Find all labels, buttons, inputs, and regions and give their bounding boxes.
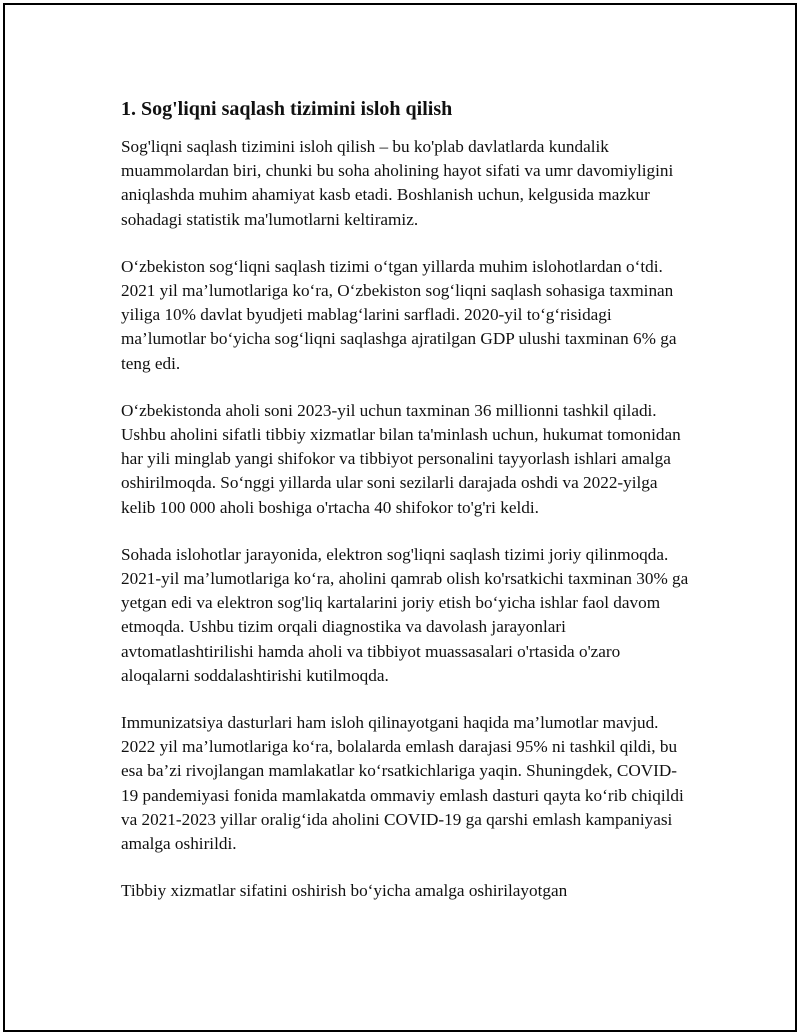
paragraph-immunization: Immunizatsiya dasturlari ham isloh qilinayotgani haqida ma’lumotlar mavjud. 2022 yil ma’lumotlariga ko‘ra, bolalarda emlash darajasi 95% ni tashkil qildi, bu esa ba’zi rivojlangan mamlakatlar ko‘rsatkichlariga yaqin. Shuningdek, COVID-19 pandemiyasi fonida mamlakatda ommaviy emlash dasturi qayta ko‘rib chiqildi va 2021-2023 yillar oralig‘ida aholini COVID-19 ga qarshi emlash kampaniyasi amalga oshirildi. bbox=[121, 713, 684, 854]
paragraph-population: O‘zbekistonda aholi soni 2023-yil uchun taxminan 36 millionni tashkil qiladi. Ushbu aholini sifatli tibbiy xizmatlar bilan ta'minlash uchun, hukumat tomonidan har yili minglab yangi shifokor va tibbiyot personalini tayyorlash ishlari amalga oshirilmoqda. So‘nggi yillarda ular soni sezilarli darajada oshdi va 2022-yilga kelib 100 000 aholi boshiga o'rtacha 40 shifokor to'g'ri keldi. bbox=[121, 400, 681, 517]
document-body bbox=[121, 95, 691, 926]
paragraph-intro: Sog'liqni saqlash tizimini isloh qilish – bu ko'plab davlatlarda kundalik muammolardan biri, chunki bu soha aholining hayot sifati va umr davomiyligini aniqlashda muhim ahamiyat kasb etadi. Boshlanish uchun, kelgusida mazkur sohadagi statistik ma'lumotlarni keltiramiz. bbox=[121, 137, 674, 229]
page-frame bbox=[3, 3, 797, 1032]
paragraph-budget: O‘zbekiston sog‘liqni saqlash tizimi o‘tgan yillarda muhim islohotlardan o‘tdi. 2021 yil ma’lumotlariga ko‘ra, O‘zbekiston sog‘liqni saqlash sohasiga taxminan yiliga 10% davlat byudjeti mablag‘larini sarfladi. 2020-yil to‘g‘risidagi ma’lumotlar bo‘yicha sog‘liqni saqlashga ajratilgan GDP ulushi taxminan 6% ga teng edi. bbox=[121, 256, 677, 373]
section-heading: 1. Sog'liqni saqlash tizimini isloh qilish bbox=[121, 98, 453, 120]
paragraph-e-health: Sohada islohotlar jarayonida, elektron sog'liqni saqlash tizimi joriy qilinmoqda. 2021-yil ma’lumotlariga ko‘ra, aholini qamrab olish ko'rsatkichi taxminan 30% ga yetgan edi va elektron sog'liq kartalarini joriy etish bo‘yicha ishlar faol davom etmoqda. Ushbu tizim orqali diagnostika va davolash jarayonlari avtomatlashtirilishi hamda aholi va tibbiyot muassasalari o'rtasida o'zaro aloqalarni soddalashtirishi kutilmoqda. bbox=[121, 544, 689, 685]
paragraph-service-quality: Tibbiy xizmatlar sifatini oshirish bo‘yicha amalga oshirilayotgan bbox=[121, 881, 568, 901]
